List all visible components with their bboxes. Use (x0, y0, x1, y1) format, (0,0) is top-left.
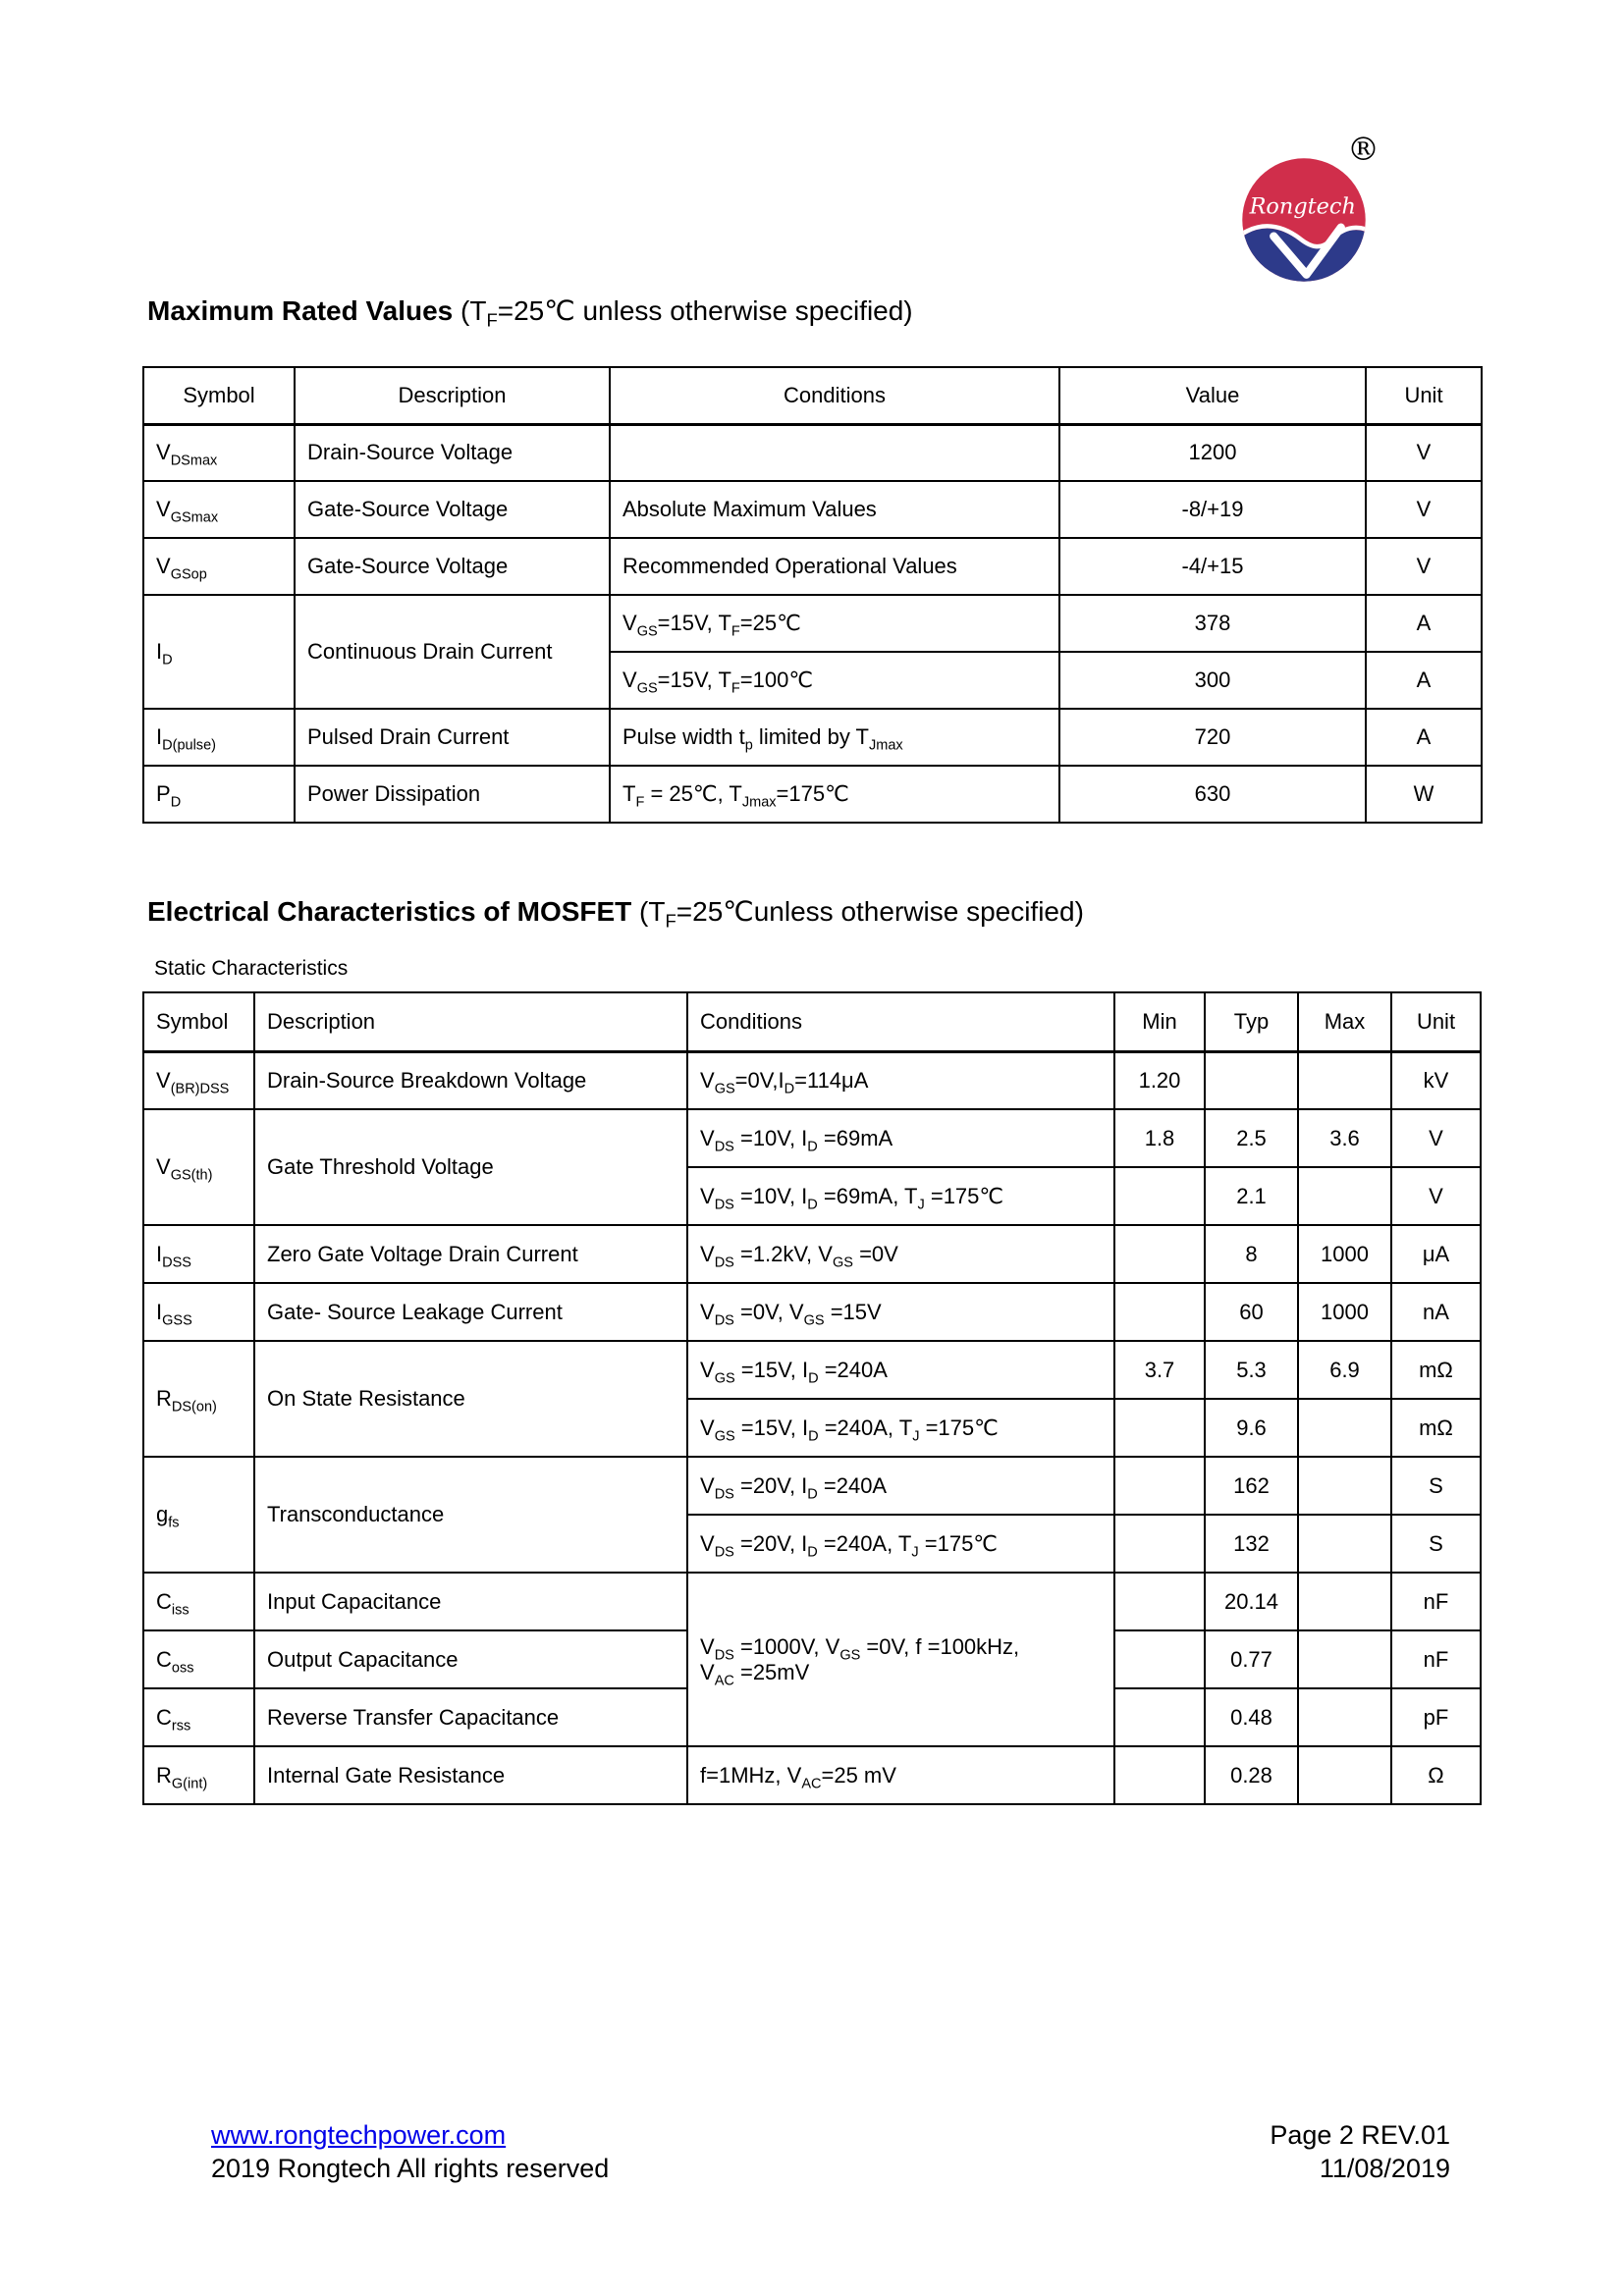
conditions-cell: f=1MHz, $V_{AC}=25$ mV (687, 1746, 1114, 1804)
value-cell: 300 (1059, 652, 1366, 709)
description-cell: Output Capacitance (254, 1630, 687, 1688)
unit-cell: S (1391, 1515, 1481, 1573)
column-header-conditions: Conditions (687, 992, 1114, 1051)
symbol-cell: $V_{DSmax}$ (143, 424, 295, 481)
conditions-cell: $V_{DS} =10V$, $I_D =69mA$, $T_J$ =175℃ (687, 1167, 1114, 1225)
typ-cell: 2.1 (1205, 1167, 1298, 1225)
column-header-symbol: Symbol (143, 367, 295, 424)
unit-cell: W (1366, 766, 1482, 823)
conditions-cell: $V_{GS} =15V$, $I_D =240A$ (687, 1341, 1114, 1399)
max-cell: 6.9 (1298, 1341, 1391, 1399)
unit-cell: A (1366, 652, 1482, 709)
typ-cell: 162 (1205, 1457, 1298, 1515)
section2-title (147, 895, 1084, 932)
section1-title-note: ($T_F=25℃$ unless otherwise specified) (453, 295, 913, 331)
conditions-cell: Recommended Operational Values (610, 538, 1059, 595)
section2-title-note: ($T_F=25℃unless$ otherwise specified) (631, 896, 1084, 932)
max-cell (1298, 1399, 1391, 1457)
description-cell: Zero Gate Voltage Drain Current (254, 1225, 687, 1283)
unit-cell: S (1391, 1457, 1481, 1515)
conditions-cell: $V_{GS}=15V$, $T_F=100℃$ (610, 652, 1059, 709)
typ-cell: 0.28 (1205, 1746, 1298, 1804)
unit-cell: kV (1391, 1051, 1481, 1109)
column-header-description: Description (295, 367, 610, 424)
symbol-cell: $V_{GS(th)}$ (143, 1109, 254, 1225)
description-cell: On State Resistance (254, 1341, 687, 1457)
column-header-typ: Typ (1205, 992, 1298, 1051)
symbol-cell: $V_{GSmax}$ (143, 481, 295, 538)
footer-page-rev: Page 2 REV.01 (1270, 2120, 1450, 2150)
symbol-cell: $C_{iss}$ (143, 1573, 254, 1630)
max-cell (1298, 1051, 1391, 1109)
typ-cell: 20.14 (1205, 1573, 1298, 1630)
conditions-cell: $T_F$ = 25℃, $T_{Jmax}=175℃$ (610, 766, 1059, 823)
footer-right (1270, 2118, 1450, 2185)
description-cell: Input Capacitance (254, 1573, 687, 1630)
rongtech-logo (1240, 157, 1368, 283)
value-cell: -8/+19 (1059, 481, 1366, 538)
description-cell: Gate Threshold Voltage (254, 1109, 687, 1225)
description-cell: Drain-Source Voltage (295, 424, 610, 481)
symbol-cell: $V_{GSop}$ (143, 538, 295, 595)
symbol-cell: $R_{G(int)}$ (143, 1746, 254, 1804)
max-rated-values-table (142, 366, 1483, 824)
symbol-cell: $R_{DS(on)}$ (143, 1341, 254, 1457)
value-cell: -4/+15 (1059, 538, 1366, 595)
symbol-cell: $P_D$ (143, 766, 295, 823)
max-cell (1298, 1515, 1391, 1573)
column-header-min: Min (1114, 992, 1205, 1051)
description-cell: Reverse Transfer Capacitance (254, 1688, 687, 1746)
description-cell: Drain-Source Breakdown Voltage (254, 1051, 687, 1109)
footer-website-line (211, 2118, 609, 2152)
conditions-cell: $V_{DS} =1.2kV$, $V_{GS} =0V$ (687, 1225, 1114, 1283)
description-cell: Continuous Drain Current (295, 595, 610, 709)
column-header-unit: Unit (1366, 367, 1482, 424)
min-cell: 1.8 (1114, 1109, 1205, 1167)
conditions-cell: $V_{GS}=0V,I_D=114\mu A$ (687, 1051, 1114, 1109)
static-characteristics-label: Static Characteristics (154, 957, 349, 980)
table-row (143, 709, 1482, 766)
column-header-value: Value (1059, 367, 1366, 424)
max-cell (1298, 1573, 1391, 1630)
unit-cell: mΩ (1391, 1399, 1481, 1457)
table-row (143, 1283, 1481, 1341)
typ-cell: 8 (1205, 1225, 1298, 1283)
description-cell: Transconductance (254, 1457, 687, 1573)
conditions-cell: $V_{DS} =10V$, $I_D =69mA$ (687, 1109, 1114, 1167)
conditions-cell: $V_{GS}=15V$, $T_F=25℃$ (610, 595, 1059, 652)
description-cell: Internal Gate Resistance (254, 1746, 687, 1804)
description-cell: Pulsed Drain Current (295, 709, 610, 766)
max-cell (1298, 1457, 1391, 1515)
min-cell: 3.7 (1114, 1341, 1205, 1399)
table-row (143, 1457, 1481, 1515)
column-header-unit: Unit (1391, 992, 1481, 1051)
column-header-conditions: Conditions (610, 367, 1059, 424)
value-cell: 720 (1059, 709, 1366, 766)
value-cell: 630 (1059, 766, 1366, 823)
table-row (143, 1341, 1481, 1399)
max-cell: 1000 (1298, 1225, 1391, 1283)
section1-title-main: Maximum Rated Values (147, 295, 454, 326)
conditions-cell: $V_{GS} =15V$, $I_D =240A$, $T_J$ =175℃ (687, 1399, 1114, 1457)
min-cell (1114, 1399, 1205, 1457)
conditions-cell: $V_{DS} =0V$, $V_{GS} =15V$ (687, 1283, 1114, 1341)
table-row (143, 538, 1482, 595)
table-row (143, 595, 1482, 652)
max-cell: 1000 (1298, 1283, 1391, 1341)
symbol-cell: $C_{rss}$ (143, 1688, 254, 1746)
symbol-cell: $I_D$ (143, 595, 295, 709)
min-cell (1114, 1573, 1205, 1630)
column-header-max: Max (1298, 992, 1391, 1051)
max-cell (1298, 1167, 1391, 1225)
unit-cell: Ω (1391, 1746, 1481, 1804)
unit-cell: V (1391, 1109, 1481, 1167)
footer-date: 11/08/2019 (1319, 2154, 1450, 2183)
unit-cell: A (1366, 709, 1482, 766)
table-row (143, 481, 1482, 538)
electrical-characteristics-table (142, 991, 1482, 1805)
conditions-cell: Absolute Maximum Values (610, 481, 1059, 538)
min-cell: 1.20 (1114, 1051, 1205, 1109)
table-row (143, 1746, 1481, 1804)
table-row (143, 1051, 1481, 1109)
min-cell (1114, 1630, 1205, 1688)
unit-cell: nF (1391, 1573, 1481, 1630)
min-cell (1114, 1515, 1205, 1573)
table-row (143, 1573, 1481, 1630)
symbol-cell: $V_{(BR)DSS}$ (143, 1051, 254, 1109)
unit-cell: A (1366, 595, 1482, 652)
min-cell (1114, 1225, 1205, 1283)
symbol-cell: $g_{fs}$ (143, 1457, 254, 1573)
min-cell (1114, 1167, 1205, 1225)
table-row (143, 1109, 1481, 1167)
description-cell: Gate-Source Voltage (295, 481, 610, 538)
symbol-cell: $I_{DSS}$ (143, 1225, 254, 1283)
table-row (143, 424, 1482, 481)
value-cell: 1200 (1059, 424, 1366, 481)
registered-trademark-icon: ® (1347, 130, 1380, 168)
description-cell: Gate- Source Leakage Current (254, 1283, 687, 1341)
rongtech-logo-icon (1240, 157, 1368, 283)
typ-cell: 60 (1205, 1283, 1298, 1341)
table-row (143, 766, 1482, 823)
column-header-symbol: Symbol (143, 992, 254, 1051)
unit-cell: mΩ (1391, 1341, 1481, 1399)
symbol-cell: $I_{D(pulse)}$ (143, 709, 295, 766)
conditions-cell: Pulse width $t_p$ limited by $T_{Jmax}$ (610, 709, 1059, 766)
typ-cell: 9.6 (1205, 1399, 1298, 1457)
min-cell (1114, 1457, 1205, 1515)
typ-cell (1205, 1051, 1298, 1109)
footer-left (211, 2118, 609, 2185)
typ-cell: 132 (1205, 1515, 1298, 1573)
conditions-cell (610, 424, 1059, 481)
footer-copyright: 2019 Rongtech All rights reserved (211, 2154, 610, 2183)
max-cell: 3.6 (1298, 1109, 1391, 1167)
description-cell: Power Dissipation (295, 766, 610, 823)
typ-cell: 2.5 (1205, 1109, 1298, 1167)
logo-brand-text: Rongtech (1249, 193, 1356, 220)
section2-title-main: Electrical Characteristics of MOSFET (147, 896, 632, 927)
typ-cell: 5.3 (1205, 1341, 1298, 1399)
typ-cell: 0.48 (1205, 1688, 1298, 1746)
description-cell: Gate-Source Voltage (295, 538, 610, 595)
unit-cell: μA (1391, 1225, 1481, 1283)
unit-cell: V (1366, 538, 1482, 595)
unit-cell: V (1391, 1167, 1481, 1225)
website-link[interactable]: www.rongtechpower.com (211, 2120, 507, 2150)
conditions-cell: $V_{DS} =20V$, $I_D =240A$, $T_J$ =175℃ (687, 1515, 1114, 1573)
min-cell (1114, 1746, 1205, 1804)
table-row (143, 1225, 1481, 1283)
value-cell: 378 (1059, 595, 1366, 652)
unit-cell: nA (1391, 1283, 1481, 1341)
unit-cell: pF (1391, 1688, 1481, 1746)
max-cell (1298, 1746, 1391, 1804)
min-cell (1114, 1283, 1205, 1341)
typ-cell: 0.77 (1205, 1630, 1298, 1688)
min-cell (1114, 1688, 1205, 1746)
conditions-cell: $V_{DS} =20V$, $I_D =240A$ (687, 1457, 1114, 1515)
unit-cell: V (1366, 424, 1482, 481)
section1-title (147, 294, 913, 331)
unit-cell: V (1366, 481, 1482, 538)
conditions-cell: $V_{DS} =1000V$, $V_{GS} =0V$, f =100kHz, $V_{AC} =25mV$ (687, 1573, 1114, 1746)
symbol-cell: $I_{GSS}$ (143, 1283, 254, 1341)
max-cell (1298, 1688, 1391, 1746)
symbol-cell: $C_{oss}$ (143, 1630, 254, 1688)
max-cell (1298, 1630, 1391, 1688)
column-header-description: Description (254, 992, 687, 1051)
unit-cell: nF (1391, 1630, 1481, 1688)
